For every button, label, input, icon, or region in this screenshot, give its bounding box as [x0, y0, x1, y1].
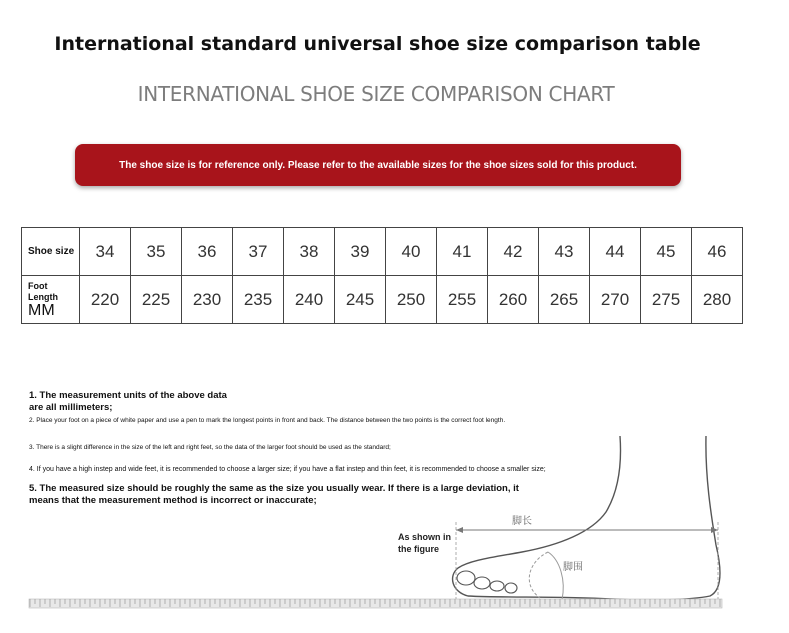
foot-length-label-text: Foot Length [28, 280, 58, 302]
girth-line-back [529, 552, 548, 598]
foot-length-unit: MM [28, 301, 55, 319]
shoe-size-cell: 34 [80, 228, 131, 276]
note-3: 3. There is a slight difference in the size of the left and right feet, so the data of the larger foot should be used as the standard; [29, 444, 391, 451]
shoe-size-cell: 36 [182, 228, 233, 276]
notice-banner: The shoe size is for reference only. Please refer to the available sizes for the shoe sizes sold for this product. [75, 144, 681, 186]
toe-shape [457, 571, 475, 585]
shoe-size-cell: 41 [437, 228, 488, 276]
foot-length-cell: 240 [284, 276, 335, 324]
foot-length-cell: 220 [80, 276, 131, 324]
girth-line [548, 552, 563, 600]
page-subtitle: INTERNATIONAL SHOE SIZE COMPARISON CHART [137, 82, 615, 106]
shoe-size-label: Shoe size [22, 228, 80, 276]
foot-length-cell: 225 [131, 276, 182, 324]
length-label: 脚长 [512, 516, 532, 527]
shoe-size-cell: 44 [590, 228, 641, 276]
foot-length-cell: 260 [488, 276, 539, 324]
shoe-size-cell: 45 [641, 228, 692, 276]
note-1: 1. The measurement units of the above data are all millimeters; [29, 390, 227, 413]
shoe-size-cell: 39 [335, 228, 386, 276]
figure-caption: As shown in the figure [398, 532, 452, 554]
toe-shape [505, 583, 517, 593]
ruler [29, 599, 722, 608]
foot-length-cell: 275 [641, 276, 692, 324]
toe-shape [474, 577, 490, 589]
note-4: 4. If you have a high instep and wide feet, it is recommended to choose a larger size; if you have a flat instep and thin feet, it is recommended to choose a smaller size; [29, 466, 546, 473]
shoe-size-cell: 37 [233, 228, 284, 276]
shoe-size-cell: 46 [692, 228, 743, 276]
shoe-size-cell: 38 [284, 228, 335, 276]
foot-length-cell: 265 [539, 276, 590, 324]
shoe-size-cell: 42 [488, 228, 539, 276]
foot-length-cell: 255 [437, 276, 488, 324]
foot-length-cell: 235 [233, 276, 284, 324]
foot-length-cell: 230 [182, 276, 233, 324]
shoe-size-cell: 40 [386, 228, 437, 276]
note-5: 5. The measured size should be roughly the same as the size you usually wear. If there is a large deviation, it means that the measurement method is incorrect or inaccurate; [29, 483, 519, 506]
foot-length-cell: 250 [386, 276, 437, 324]
note-2: 2. Place your foot on a piece of white paper and use a pen to mark the longest points in front and back. The distance between the two points is the correct foot length. [29, 417, 506, 424]
foot-length-cell: 245 [335, 276, 386, 324]
foot-length-cell: 280 [692, 276, 743, 324]
girth-label: 脚围 [563, 562, 583, 573]
foot-outline [453, 436, 720, 600]
shoe-size-cell: 35 [131, 228, 182, 276]
page-title: International standard universal shoe size comparison table [54, 33, 701, 55]
shoe-size-cell: 43 [539, 228, 590, 276]
toe-shape [490, 581, 504, 591]
foot-length-cell: 270 [590, 276, 641, 324]
